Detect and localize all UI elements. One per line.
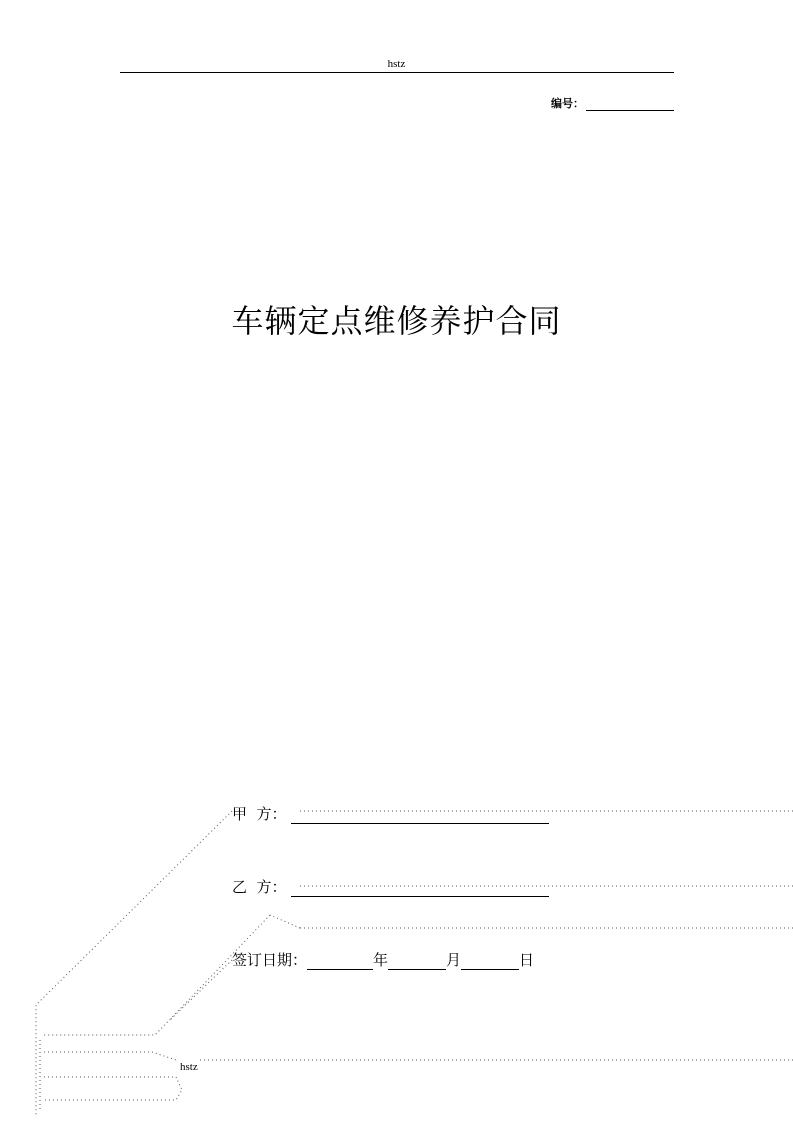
signing-day-label: 日	[519, 951, 535, 969]
signing-year-label: 年	[373, 951, 389, 969]
signing-date-label: 签订日期：	[232, 951, 308, 969]
party-b-label: 乙 方：	[232, 878, 287, 896]
page-footer-text: hstz	[180, 1061, 198, 1073]
document-number-field[interactable]	[586, 98, 674, 111]
party-b-field[interactable]	[291, 882, 549, 897]
signing-date-row	[232, 950, 534, 970]
party-b-row	[232, 877, 549, 897]
signing-month-label: 月	[446, 951, 462, 969]
page-header-text: hstz	[387, 58, 406, 70]
document-title: 车辆定点维修养护合同	[231, 302, 562, 340]
document-number	[551, 97, 674, 111]
signing-day-field[interactable]	[461, 955, 519, 970]
document-number-label: 编号：	[551, 97, 584, 110]
party-a-field[interactable]	[291, 809, 549, 824]
signing-month-field[interactable]	[388, 955, 446, 970]
party-a-label: 甲 方：	[232, 805, 287, 823]
party-a-row	[232, 804, 549, 824]
header-rule	[120, 72, 674, 73]
signing-year-field[interactable]	[307, 955, 373, 970]
